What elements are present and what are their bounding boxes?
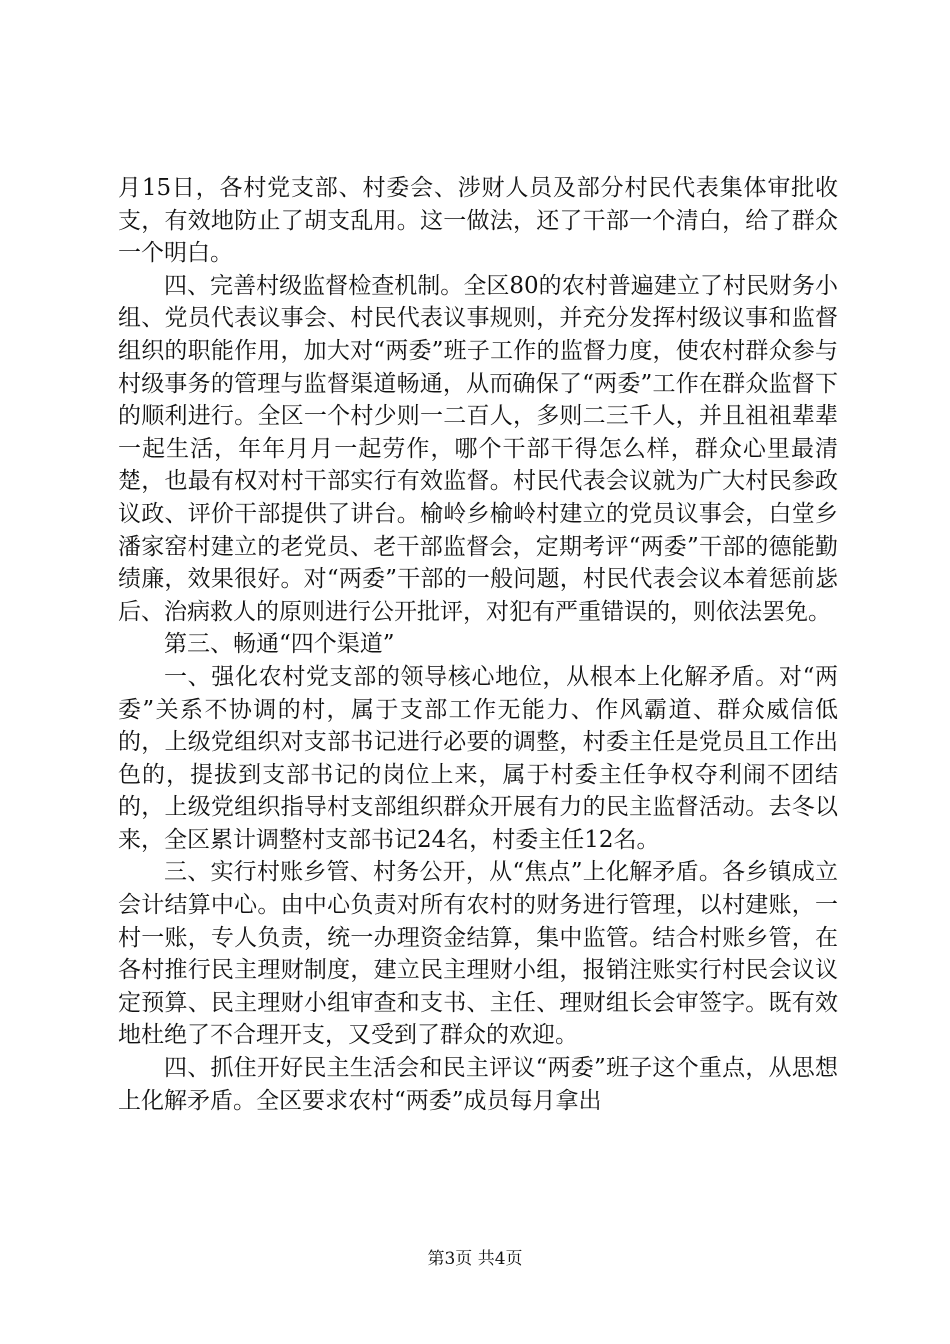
paragraph-2: 四、完善村级监督检查机制。全区80的农村普遍建立了村民财务小组、党员代表议事会、村民代表议事规则，并充分发挥村级议事和监督组织的职能作用，加大对“两委”班子工作的监督力度，使农村群众参与村级事务的管理与监督渠道畅通，从而确保了“两委”工作在群众监督下的顺利进行。全区一个村少则一二百人，多则二三千人，并且祖祖辈辈一起生活，年年月月一起劳作，哪个干部干得怎么样，群众心里最清楚，也最有权对村干部实行有效监督。村民代表会议就为广大村民参政议政、评价干部提供了讲台。榆岭乡榆岭村建立的党员议事会，白堂乡潘家窑村建立的老党员、老干部监督会，定期考评“两委”干部的德能勤绩廉，效果很好。对“两委”干部的一般问题，村民代表会议本着惩前毖后、治病救人的原则进行公开批评，对犯有严重错误的，则依法罢免。 (118, 272, 838, 625)
paragraph-1: 月15日，各村党支部、村委会、涉财人员及部分村民代表集体审批收支，有效地防止了胡支乱用。这一做法，还了干部一个清白，给了群众一个明白。 (118, 175, 838, 267)
document-body (118, 172, 838, 1117)
section-heading: 第三、畅通“四个渠道” (164, 631, 395, 658)
page-footer: 第3页 共4页 (427, 1249, 523, 1269)
paragraph-5: 四、抓住开好民主生活会和民主评议“两委”班子这个重点，从思想上化解矛盾。全区要求农村“两委”成员每月拿出 (118, 1055, 838, 1114)
paragraph-3: 一、强化农村党支部的领导核心地位，从根本上化解矛盾。对“两委”关系不协调的村，属于支部工作无能力、作风霸道、群众威信低的，上级党组织对支部书记进行必要的调整，村委主任是党员且工作出色的，提拔到支部书记的岗位上来，属于村委主任争权夺利闹不团结的，上级党组织指导村支部组织群众开展有力的民主监督活动。去冬以来，全区累计调整村支部书记24名，村委主任12名。 (118, 663, 838, 853)
paragraph-4: 三、实行村账乡管、村务公开，从“焦点”上化解矛盾。各乡镇成立会计结算中心。由中心负责对所有农村的财务进行管理，以村建账，一村一账，专人负责，统一办理资金结算，集中监管。结合村账乡管，在各村推行民主理财制度，建立民主理财小组，报销注账实行村民会议议定预算、民主理财小组审查和支书、主任、理财组长会审签字。既有效地杜绝了不合理开支，又受到了群众的欢迎。 (118, 859, 838, 1049)
